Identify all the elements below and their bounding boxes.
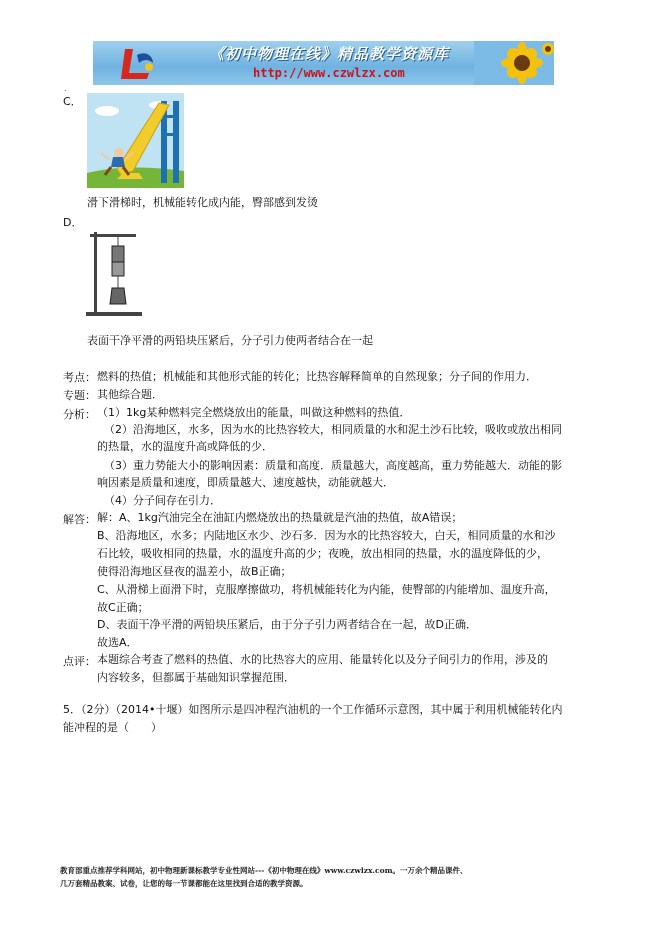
jieda-line: 解：A、1kg汽油完全在油缸内燃烧放出的热量就是汽油的热值，故A错误；	[97, 511, 463, 524]
sunflower-icon	[474, 41, 554, 85]
page-footer	[60, 864, 650, 890]
dianping-label: 点评：	[63, 655, 96, 668]
zhuanti-text: 其他综合题．	[97, 388, 163, 401]
fenxi-line: （4）分子间存在引力．	[104, 494, 221, 507]
fenxi-line: 的热量，水的温度升高或降低的少．	[97, 440, 273, 453]
footer-line: 几万套精品教案、试卷，让您的每一节课都能在这里找到合适的教学资源。	[60, 879, 308, 888]
kaodian-label: 考点：	[63, 371, 96, 384]
lead-blocks-illustration	[86, 226, 142, 318]
fenxi-line: 响因素是质量和速度，即质量越大、速度越快，动能就越大．	[97, 476, 394, 489]
marker-dot: .	[64, 84, 67, 93]
fenxi-line: （1）1kg某种燃料完全燃烧放出的能量，叫做这种燃料的热值．	[97, 406, 411, 419]
dianping-line: 内容较多，但都属于基础知识掌握范围．	[97, 671, 295, 684]
fenxi-label: 分析：	[63, 408, 96, 421]
jieda-line: D、表面干净平滑的两铅块压紧后，由于分子引力两者结合在一起，故D正确．	[97, 618, 477, 631]
jieda-line: 使得沿海地区昼夜的温差小，故B正确；	[97, 565, 292, 578]
zhuanti-label: 专题：	[63, 389, 96, 402]
banner-title: 《初中物理在线》精品教学资源库	[209, 45, 450, 63]
fenxi-line: （2）沿海地区，水多，因为水的比热容较大，相同质量的水和泥土沙石比较，吸收或放出相同	[104, 423, 562, 436]
question-5-line: 5．（2分）（2014•十堰）如图所示是四冲程汽油机的一个工作循环示意图，其中属于利用机械能转化内	[63, 703, 563, 716]
dianping-line: 本题综合考查了燃料的热值、水的比热容大的应用、能量转化以及分子间引力的作用，涉及的	[97, 653, 548, 666]
jieda-line: 石比较，吸收相同的热量，水的温度升高的少；夜晚，放出相同的热量，水的温度降低的少，	[97, 547, 548, 560]
kaodian-text: 燃料的热值；机械能和其他形式能的转化；比热容解释简单的自然现象；分子间的作用力．	[97, 370, 537, 383]
question-5-line: 能冲程的是（ ）	[63, 721, 162, 734]
header-banner	[93, 41, 554, 85]
jieda-line: B、沿海地区，水多；内陆地区水少、沙石多．因为水的比热容较大，白天，相同质量的水和沙	[97, 529, 556, 542]
jieda-label: 解答：	[63, 513, 96, 526]
jieda-line: 故C正确；	[97, 601, 149, 614]
footer-line: 教育部重点推荐学科网站，初中物理新课标教学专业性网站---《初中物理在线》www.czwlzx.com。一万余个精品课件、	[60, 866, 468, 875]
site-logo-icon	[119, 45, 159, 81]
banner-url[interactable]: http://www.czwlzx.com	[253, 66, 405, 80]
option-d-caption: 表面干净平滑的两铅块压紧后，分子引力使两者结合在一起	[87, 334, 373, 347]
jieda-line: C、从滑梯上面滑下时，克服摩擦做功，将机械能转化为内能，使臀部的内能增加、温度升高，	[97, 583, 556, 596]
jieda-line: 故选A．	[97, 636, 138, 649]
option-c-letter: C．	[63, 95, 82, 108]
option-d-letter: D．	[63, 216, 83, 229]
option-c-caption: 滑下滑梯时，机械能转化成内能，臀部感到发烫	[87, 196, 318, 209]
fenxi-line: （3）重力势能大小的影响因素：质量和高度．质量越大，高度越高，重力势能越大．动能的影	[104, 459, 562, 472]
slide-illustration	[87, 93, 184, 188]
